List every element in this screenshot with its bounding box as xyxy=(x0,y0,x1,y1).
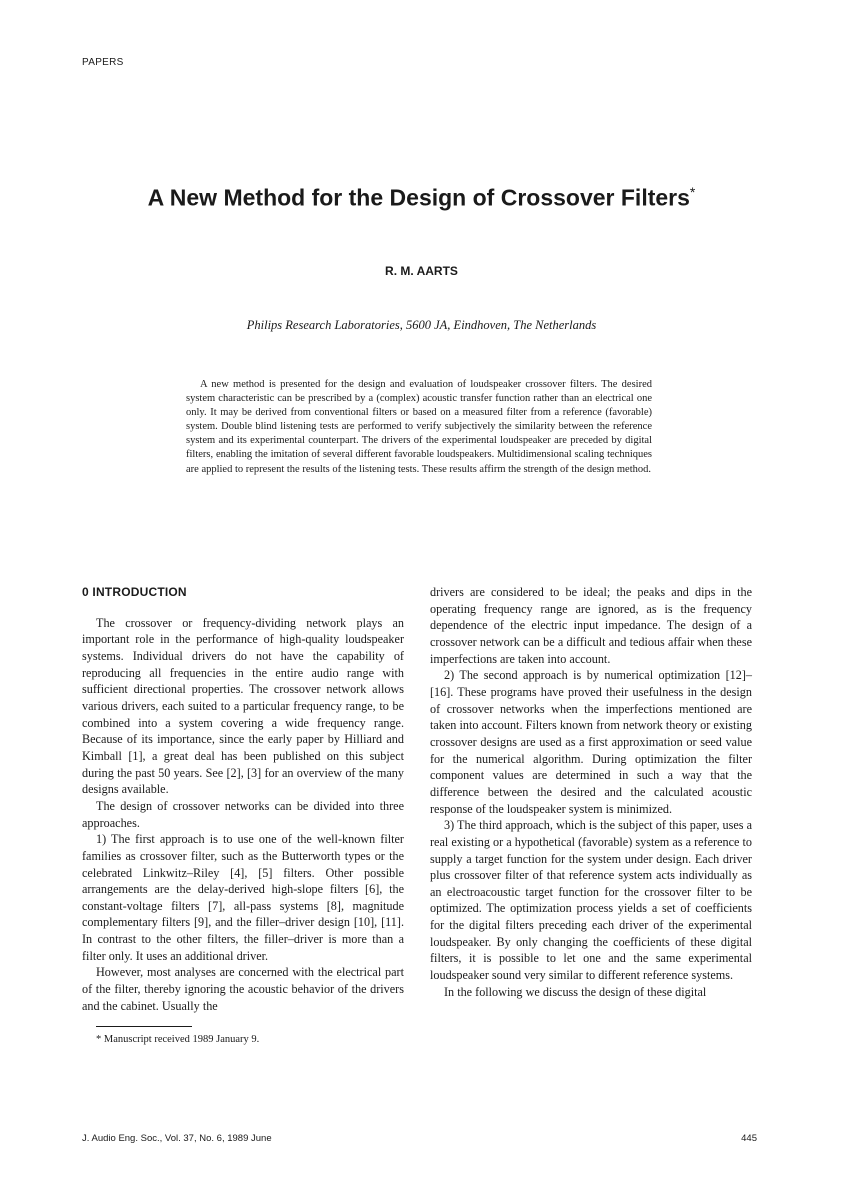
running-head: PAPERS xyxy=(82,57,124,68)
right-column xyxy=(430,584,752,1000)
footnote: * Manuscript received 1989 January 9. xyxy=(96,1034,260,1046)
author-name: R. M. AARTS xyxy=(385,264,458,278)
footnote-divider xyxy=(96,1026,192,1027)
paper-title xyxy=(0,184,843,212)
left-column xyxy=(82,584,404,1047)
paragraph: The crossover or frequency-dividing network plays an important role in the performance of high-quality loudspeaker systems. Individual drivers do not have the capability of reproducing all frequencies in the entire audio range with sufficient directional properties. The crossover network allows various drivers, each suited to a particular frequency range, to be combined into a system covering a wide frequency range. Because of its importance, since the early paper by Hilliard and Kimball [1], a great deal has been published on this subject during the past 50 years. See [2], [3] for an overview of the many designs available. xyxy=(82,615,404,797)
paragraph: 1) The first approach is to use one of the well-known filter families as crossover filter, such as the Butterworth types or the celebrated Linkwitz–Riley [4], [5] filters. Other possible arrangements are the delay-derived high-slope filters [6], the constant-voltage filters [7], all-pass systems [8], magnitude complementary filters [9], and the filler–driver design [10], [11]. In contrast to the other filters, the filler–driver is more than a filter only. It uses an additional driver. xyxy=(82,832,404,963)
paragraph: 3) The third approach, which is the subject of this paper, uses a real existing or a hypothetical (favorable) system as a reference to supply a target function for the system under design. Each driver plus crossover filter of that reference system acts individually as an electroacoustic target function for the crossover filter to be optimized. The optimization process yields a set of coefficients for the digital filters preceding each driver of the experimental loudspeaker. By only changing the coefficients of these digital filters, it is possible to let one and the same experimental loudspeaker sound very similar to different reference systems. xyxy=(430,818,752,983)
paragraph: However, most analyses are concerned with the electrical part of the filter, thereby ignoring the acoustic behavior of the drivers and the cabinet. Usually the xyxy=(82,965,404,1013)
paragraph: 2) The second approach is by numerical optimization [12]–[16]. These programs have proved their usefulness in the design of crossover networks when the imperfections mentioned are taken into account. Filters known from network theory or existing crossover designs are used as a first approximation or seed value for the numerical algorithm. During optimization the filter component values are determined in such a way that the difference between the desired and the calculated acoustic response of the loudspeaker system is minimized. xyxy=(430,668,752,816)
paragraph: The design of crossover networks can be divided into three approaches. xyxy=(82,798,404,830)
section-heading-introduction: 0 INTRODUCTION xyxy=(82,585,187,599)
journal-citation: J. Audio Eng. Soc., Vol. 37, No. 6, 1989 June xyxy=(82,1133,272,1144)
title-footnote-mark: * xyxy=(689,184,696,200)
paragraph: drivers are considered to be ideal; the peaks and dips in the operating frequency range are ignored, as is the frequency dependence of the electric input impedance. The design of a crossover network can be a difficult and tedious affair when these imperfections are taken into account. xyxy=(430,585,752,666)
abstract xyxy=(186,378,652,477)
abstract-text: A new method is presented for the design and evaluation of loudspeaker crossover filters. The desired system characteristic can be prescribed by a (complex) acoustic transfer function rather than an electrical one only. It may be derived from conventional filters or based on a measured filter from a reference (favorable) system. Double blind listening tests are performed to verify subjectively the similarity between the reference system and its experimental counterpart. The drivers of the experimental loudspeaker are preceded by digital filters, enabling the imitation of several different favorable loudspeakers. Multidimensional scaling techniques are applied to represent the results of the listening tests. These results affirm the strength of the design method. xyxy=(186,379,652,475)
title-text: A New Method for the Design of Crossover Filters xyxy=(147,184,690,211)
paragraph: In the following we discuss the design of these digital xyxy=(444,984,707,999)
author-affiliation: Philips Research Laboratories, 5600 JA, Eindhoven, The Netherlands xyxy=(246,318,597,332)
page-number: 445 xyxy=(741,1133,757,1144)
